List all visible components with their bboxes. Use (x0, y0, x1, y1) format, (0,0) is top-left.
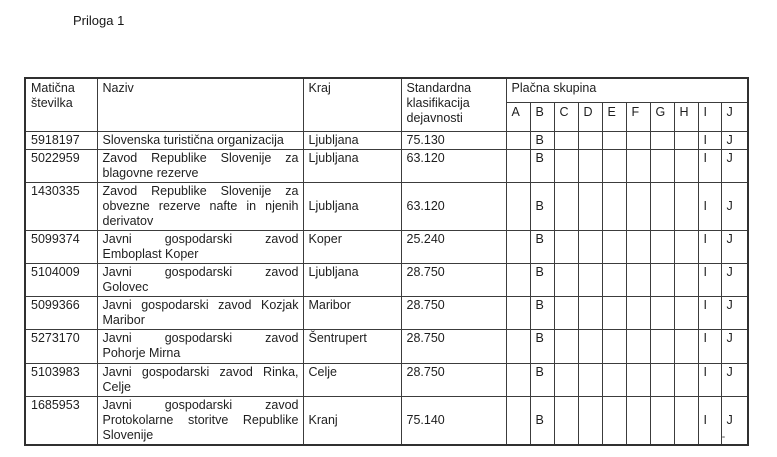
pay-group-cell (554, 329, 578, 363)
skd-code-cell: 28.750 (401, 263, 506, 296)
skd-code-cell: 75.130 (401, 131, 506, 149)
table-row (25, 296, 748, 329)
pay-group-cell (602, 263, 626, 296)
org-name-cell (97, 131, 303, 149)
pay-group-cell (674, 396, 698, 445)
pay-group-cell (674, 363, 698, 396)
org-name-cell (97, 182, 303, 230)
pay-group-cell: B (530, 182, 554, 230)
institutions-table (24, 77, 749, 446)
pay-group-cell: J (721, 329, 748, 363)
pay-group-cell (506, 329, 530, 363)
table-row (25, 131, 748, 149)
pay-group-cell (506, 230, 530, 263)
org-name-line: Zavod Republike Slovenije za (102, 183, 299, 198)
pay-group-cell (554, 396, 578, 445)
pay-group-letter-header: G (650, 102, 674, 131)
pay-group-cell: B (530, 263, 554, 296)
reg-number-cell: 1685953 (25, 396, 97, 445)
pay-group-letter-header: B (530, 102, 554, 131)
pay-group-cell (650, 263, 674, 296)
pay-group-cell: I (698, 149, 721, 182)
pay-group-cell (554, 363, 578, 396)
pay-group-cell (602, 396, 626, 445)
org-name-cell (97, 230, 303, 263)
pay-group-cell (626, 149, 650, 182)
pay-group-cell (602, 182, 626, 230)
skd-code-cell: 63.120 (401, 182, 506, 230)
reg-number-cell: 5022959 (25, 149, 97, 182)
city-cell: Šentrupert (303, 329, 401, 363)
pay-group-cell: I (698, 182, 721, 230)
city-cell: Koper (303, 230, 401, 263)
pay-group-cell (626, 131, 650, 149)
pay-group-letter-header: H (674, 102, 698, 131)
pay-group-cell (626, 182, 650, 230)
pay-group-letter-header: I (698, 102, 721, 131)
table-row (25, 396, 748, 445)
pay-group-cell (578, 396, 602, 445)
reg-number-cell: 5099374 (25, 230, 97, 263)
org-name-line: Emboplast Koper (102, 246, 199, 261)
pay-group-cell (626, 329, 650, 363)
org-name-cell (97, 363, 303, 396)
table-row (25, 230, 748, 263)
pay-group-cell (578, 263, 602, 296)
pay-group-cell (602, 363, 626, 396)
pay-group-cell (674, 131, 698, 149)
reg-number-cell: 5103983 (25, 363, 97, 396)
pay-group-cell: B (530, 363, 554, 396)
table-row (25, 182, 748, 230)
pay-group-cell: I (698, 329, 721, 363)
city-cell: Ljubljana (303, 263, 401, 296)
org-name-line: Zavod Republike Slovenije za (102, 150, 299, 165)
org-name-line: Slovenije (102, 427, 154, 442)
reg-number-cell: 5099366 (25, 296, 97, 329)
pay-group-cell (626, 296, 650, 329)
header-row-top (25, 78, 748, 102)
org-name-line: Slovenska turistična organizacija (102, 132, 284, 147)
column-header-skd: Standardna klasifikacija dejavnosti (401, 78, 506, 131)
org-name-line: Maribor (102, 312, 145, 327)
pay-group-cell (578, 182, 602, 230)
pay-group-cell: J (721, 131, 748, 149)
reg-number-cell: 5918197 (25, 131, 97, 149)
reg-number-cell: 5104009 (25, 263, 97, 296)
org-name-cell (97, 396, 303, 445)
pay-group-cell (506, 296, 530, 329)
reg-number-cell: 1430335 (25, 182, 97, 230)
table-row (25, 329, 748, 363)
city-cell: Ljubljana (303, 182, 401, 230)
org-name-line: Javni gospodarski zavod (102, 330, 299, 345)
pay-group-letter-header: D (578, 102, 602, 131)
pay-group-cell (650, 182, 674, 230)
pay-group-cell (602, 230, 626, 263)
pay-group-cell (650, 363, 674, 396)
scan-artifact (722, 436, 725, 438)
pay-group-cell (626, 263, 650, 296)
org-name-line: blagovne rezerve (102, 165, 199, 180)
pay-group-cell (506, 182, 530, 230)
org-name-line: Pohorje Mirna (102, 345, 181, 360)
skd-code-cell: 28.750 (401, 363, 506, 396)
pay-group-cell (602, 131, 626, 149)
pay-group-cell: B (530, 296, 554, 329)
pay-group-cell: J (721, 182, 748, 230)
pay-group-cell: B (530, 329, 554, 363)
pay-group-cell (650, 149, 674, 182)
org-name-line: Javni gospodarski zavod Kozjak (102, 297, 299, 312)
skd-code-cell: 75.140 (401, 396, 506, 445)
org-name-line: Celje (102, 379, 131, 394)
pay-group-cell (674, 182, 698, 230)
column-header-placna-skupina: Plačna skupina (506, 78, 748, 102)
pay-group-cell: B (530, 131, 554, 149)
pay-group-cell (650, 329, 674, 363)
pay-group-cell (578, 296, 602, 329)
pay-group-cell: I (698, 131, 721, 149)
table-body (25, 131, 748, 445)
org-name-line: Golovec (102, 279, 149, 294)
org-name-line: derivatov (102, 213, 154, 228)
pay-group-cell: B (530, 230, 554, 263)
pay-group-cell (602, 296, 626, 329)
pay-group-cell (554, 230, 578, 263)
pay-group-letter-header: A (506, 102, 530, 131)
pay-group-cell (578, 329, 602, 363)
pay-group-cell: B (530, 396, 554, 445)
pay-group-cell (554, 182, 578, 230)
pay-group-cell (650, 230, 674, 263)
org-name-line: obvezne rezerve nafte in njenih (102, 198, 299, 213)
city-cell: Celje (303, 363, 401, 396)
org-name-cell (97, 296, 303, 329)
pay-group-cell (554, 149, 578, 182)
pay-group-cell (506, 363, 530, 396)
pay-group-letter-header: F (626, 102, 650, 131)
pay-group-cell: J (721, 263, 748, 296)
pay-group-cell (506, 263, 530, 296)
org-name-line: Protokolarne storitve Republike (102, 412, 299, 427)
pay-group-cell (674, 329, 698, 363)
pay-group-cell (650, 296, 674, 329)
pay-group-letter-header: C (554, 102, 578, 131)
pay-group-cell (674, 263, 698, 296)
skd-code-cell: 25.240 (401, 230, 506, 263)
column-header-kraj: Kraj (303, 78, 401, 131)
pay-group-cell: I (698, 363, 721, 396)
pay-group-cell: I (698, 296, 721, 329)
pay-group-cell: J (721, 396, 748, 445)
pay-group-cell (650, 396, 674, 445)
org-name-line: Javni gospodarski zavod Rinka, (102, 364, 299, 379)
pay-group-cell (506, 396, 530, 445)
pay-group-letter-header: E (602, 102, 626, 131)
pay-group-cell (626, 363, 650, 396)
city-cell: Kranj (303, 396, 401, 445)
pay-group-cell (578, 149, 602, 182)
pay-group-letter-header: J (721, 102, 748, 131)
pay-group-cell (674, 296, 698, 329)
pay-group-cell (602, 149, 626, 182)
pay-group-cell (506, 131, 530, 149)
page-title: Priloga 1 (73, 13, 125, 28)
org-name-line: Javni gospodarski zavod (102, 264, 299, 279)
org-name-line: Javni gospodarski zavod (102, 397, 299, 412)
pay-group-cell (674, 230, 698, 263)
pay-group-cell: J (721, 230, 748, 263)
skd-code-cell: 28.750 (401, 296, 506, 329)
skd-code-cell: 63.120 (401, 149, 506, 182)
org-name-line: Javni gospodarski zavod (102, 231, 299, 246)
org-name-cell (97, 149, 303, 182)
column-header-naziv: Naziv (97, 78, 303, 131)
pay-group-cell (674, 149, 698, 182)
table-row (25, 263, 748, 296)
skd-code-cell: 28.750 (401, 329, 506, 363)
reg-number-cell: 5273170 (25, 329, 97, 363)
pay-group-cell (626, 396, 650, 445)
city-cell: Ljubljana (303, 149, 401, 182)
pay-group-cell: I (698, 230, 721, 263)
city-cell: Maribor (303, 296, 401, 329)
table-row (25, 149, 748, 182)
pay-group-cell: J (721, 149, 748, 182)
pay-group-cell: B (530, 149, 554, 182)
pay-group-cell: I (698, 396, 721, 445)
pay-group-cell (602, 329, 626, 363)
pay-group-cell (578, 363, 602, 396)
pay-group-cell (650, 131, 674, 149)
pay-group-cell (554, 263, 578, 296)
pay-group-cell (554, 131, 578, 149)
pay-group-cell (554, 296, 578, 329)
pay-group-cell (578, 131, 602, 149)
pay-group-cell: I (698, 263, 721, 296)
column-header-maticna-stevilka: Matična številka (25, 78, 97, 131)
pay-group-cell (578, 230, 602, 263)
org-name-cell (97, 263, 303, 296)
table-row (25, 363, 748, 396)
city-cell: Ljubljana (303, 131, 401, 149)
pay-group-cell: J (721, 363, 748, 396)
pay-group-cell (626, 230, 650, 263)
pay-group-cell (506, 149, 530, 182)
pay-group-cell: J (721, 296, 748, 329)
org-name-cell (97, 329, 303, 363)
